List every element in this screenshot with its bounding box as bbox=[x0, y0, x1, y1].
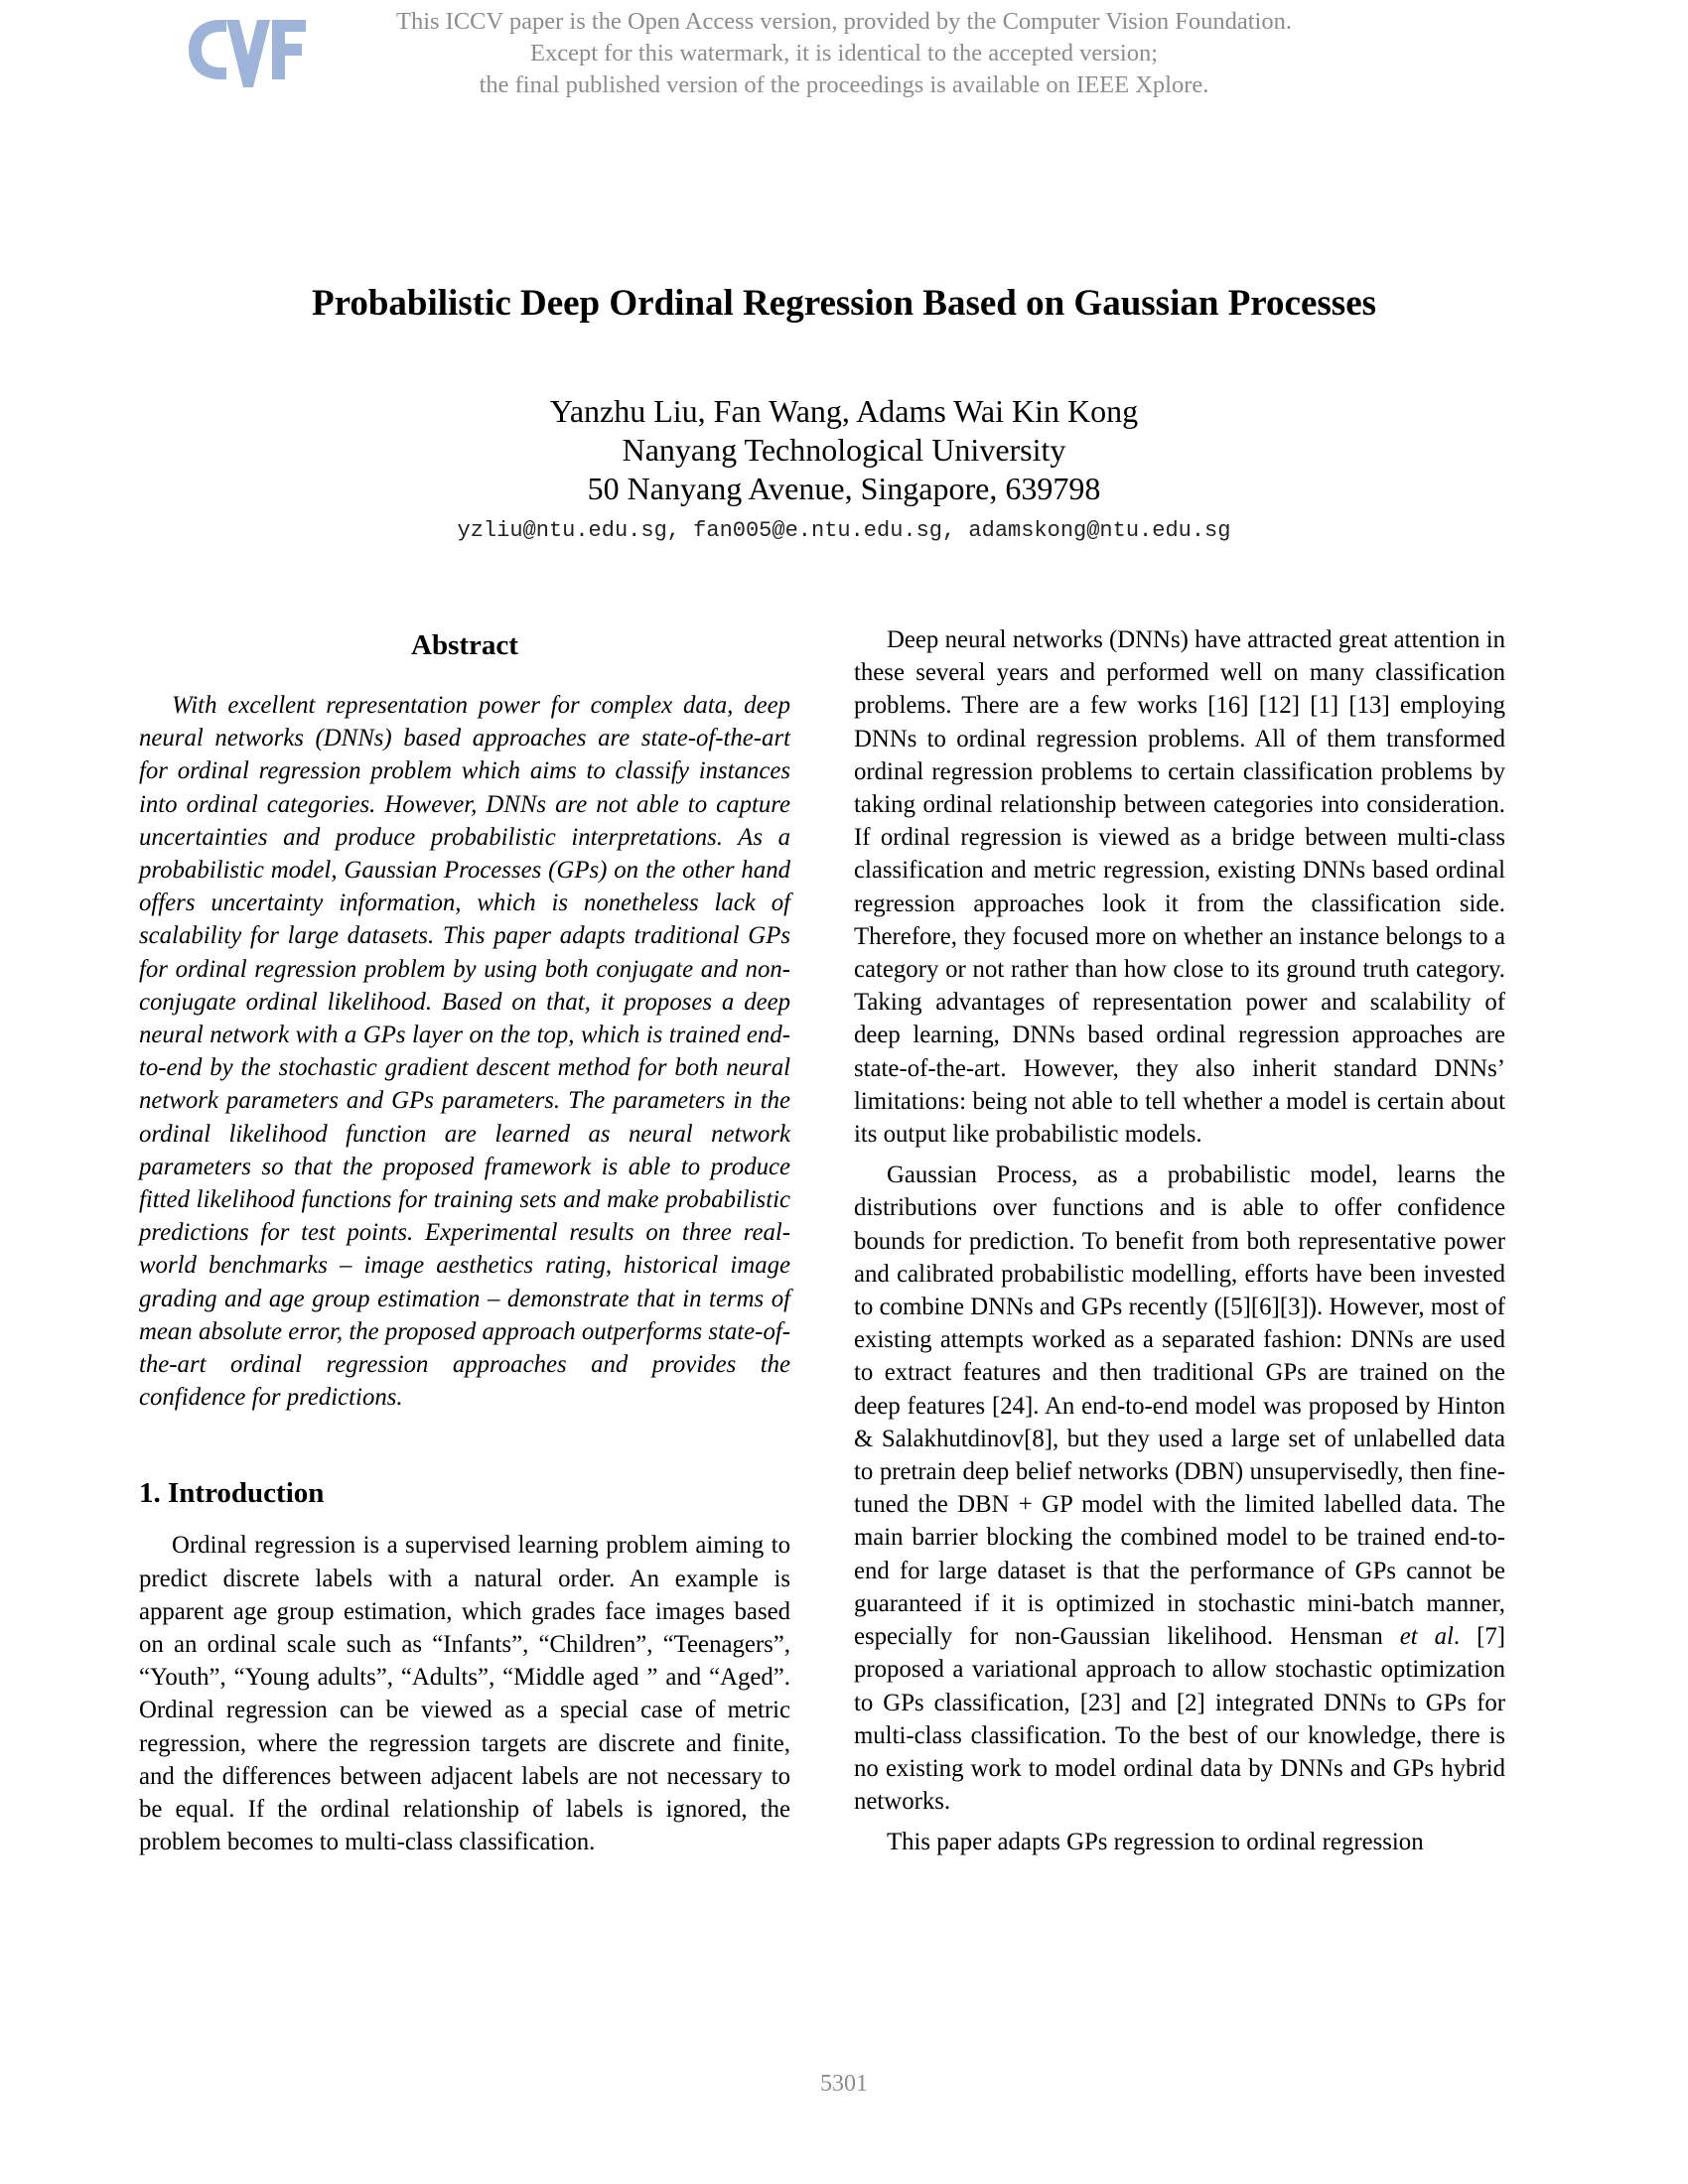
intro-paragraph-3-part-2: . [7] proposed a variational approach to allow stochastic optimization to GPs classification, [23] and [2] integrated DNNs to GPs for multi-class classification. To the best of our knowledge, there is no existing work to model ordinal data by DNNs and GPs hybrid networks. bbox=[854, 1623, 1505, 1816]
author-names: Yanzhu Liu, Fan Wang, Adams Wai Kin Kong bbox=[549, 393, 1139, 429]
intro-paragraph-4: This paper adapts GPs regression to ordinal regression bbox=[887, 1829, 1424, 1856]
intro-paragraph-3-part-1: Gaussian Process, as a probabilistic model, learns the distributions over functions and is able to offer confidence bounds for prediction. To benefit from both representative power and calibrated probabilistic modelling, efforts have been invested to combine DNNs and GPs recently ([5][6][3]). However, most of existing attempts worked as a separated fashion: DNNs are used to extract features and then traditional GPs are trained on the deep features [24]. An end-to-end model was proposed by Hinton & Salakhutdinov[8], but they used a large set of unlabelled data to pretrain deep belief networks (DBN) unsupervisedly, then fine-tuned the DBN + GP model with the limited labelled data. The main barrier blocking the combined model to be trained end-to-end for large dataset is that the performance of GPs cannot be guaranteed if it is optimized in stochastic mini-batch manner, especially for non-Gaussian likelihood. Hensman bbox=[854, 1161, 1505, 1651]
et-al-text: et al bbox=[1399, 1623, 1454, 1651]
left-column bbox=[139, 623, 790, 1867]
paper-title: Probabilistic Deep Ordinal Regression Based on Gaussian Processes bbox=[311, 283, 1377, 324]
abstract-heading: Abstract bbox=[411, 629, 518, 661]
address: 50 Nanyang Avenue, Singapore, 639798 bbox=[587, 471, 1101, 506]
abstract-text: With excellent representation power for complex data, deep neural networks (DNNs) based approaches are state-of-the-art for ordinal regression problem which aims to classify instances into ordinal categories. However, DNNs are not able to capture uncertainties and produce probabilistic interpretations. As a probabilistic model, Gaussian Processes (GPs) on the other hand offers uncertainty information, which is nonetheless lack of scalability for large datasets. This paper adapts traditional GPs for ordinal regression problem by using both conjugate and non-conjugate ordinal likelihood. Based on that, it proposes a deep neural network with a GPs layer on the top, which is trained end-to-end by the stochastic gradient descent method for both neural network parameters and GPs parameters. The parameters in the ordinal likelihood function are learned as neural network parameters so that the proposed framework is able to produce fitted likelihood functions for training sets and make probabilistic predictions for test points. Experimental results on three real-world benchmarks – image aesthetics rating, historical image grading and age group estimation – demonstrate that in terms of mean absolute error, the proposed approach outperforms state-of-the-art ordinal regression approaches and provides the confidence for predictions. bbox=[139, 692, 790, 1412]
watermark bbox=[298, 6, 1390, 101]
cvf-logo-icon bbox=[183, 10, 310, 95]
intro-paragraph-3 bbox=[854, 1159, 1505, 1818]
introduction-paragraph-1: Ordinal regression is a supervised learning problem aiming to predict discrete labels with a natural order. An example is apparent age group estimation, which grades face images based on an ordinal scale such as “Infants”, “Children”, “Teenagers”, “Youth”, “Young adults”, “Adults”, “Middle aged ” and “Aged”. Ordinal regression can be viewed as a special case of metric regression, where the regression targets are discrete and finite, and the differences between adjacent labels are not necessary to be equal. If the ordinal relationship of labels is ignored, the problem becomes to multi-class classification. bbox=[139, 1532, 790, 1856]
page-number: 5301 bbox=[820, 2071, 868, 2097]
watermark-line-2: Except for this watermark, it is identical to the accepted version; bbox=[529, 40, 1158, 67]
intro-paragraph-2: Deep neural networks (DNNs) have attracted great attention in these several years and performed well on many classification problems. There are a few works [16] [12] [1] [13] employing DNNs to ordinal regression problems. All of them transformed ordinal regression problems to certain classification problems by taking ordinal relationship between categories into consideration. If ordinal regression is viewed as a bridge between multi-class classification and metric regression, existing DNNs based ordinal regression approaches look it from the classification side. Therefore, they focused more on whether an instance belongs to a category or not rather than how close to its ground truth category. Taking advantages of representation power and scalability of deep learning, DNNs based ordinal regression approaches are state-of-the-art. However, they also inherit standard DNNs’ limitations: being not able to tell whether a model is certain about its output like probabilistic models. bbox=[854, 626, 1505, 1149]
affiliation: Nanyang Technological University bbox=[622, 432, 1066, 468]
watermark-line-1: This ICCV paper is the Open Access version, provided by the Computer Vision Foundation. bbox=[396, 8, 1292, 35]
right-column bbox=[854, 623, 1505, 1867]
watermark-line-3: the final published version of the proceedings is available on IEEE Xplore. bbox=[479, 71, 1209, 98]
author-emails: yzliu@ntu.edu.sg, fan005@e.ntu.edu.sg, adamskong@ntu.edu.sg bbox=[457, 518, 1231, 543]
introduction-heading: 1. Introduction bbox=[139, 1477, 325, 1510]
author-block bbox=[149, 392, 1539, 508]
